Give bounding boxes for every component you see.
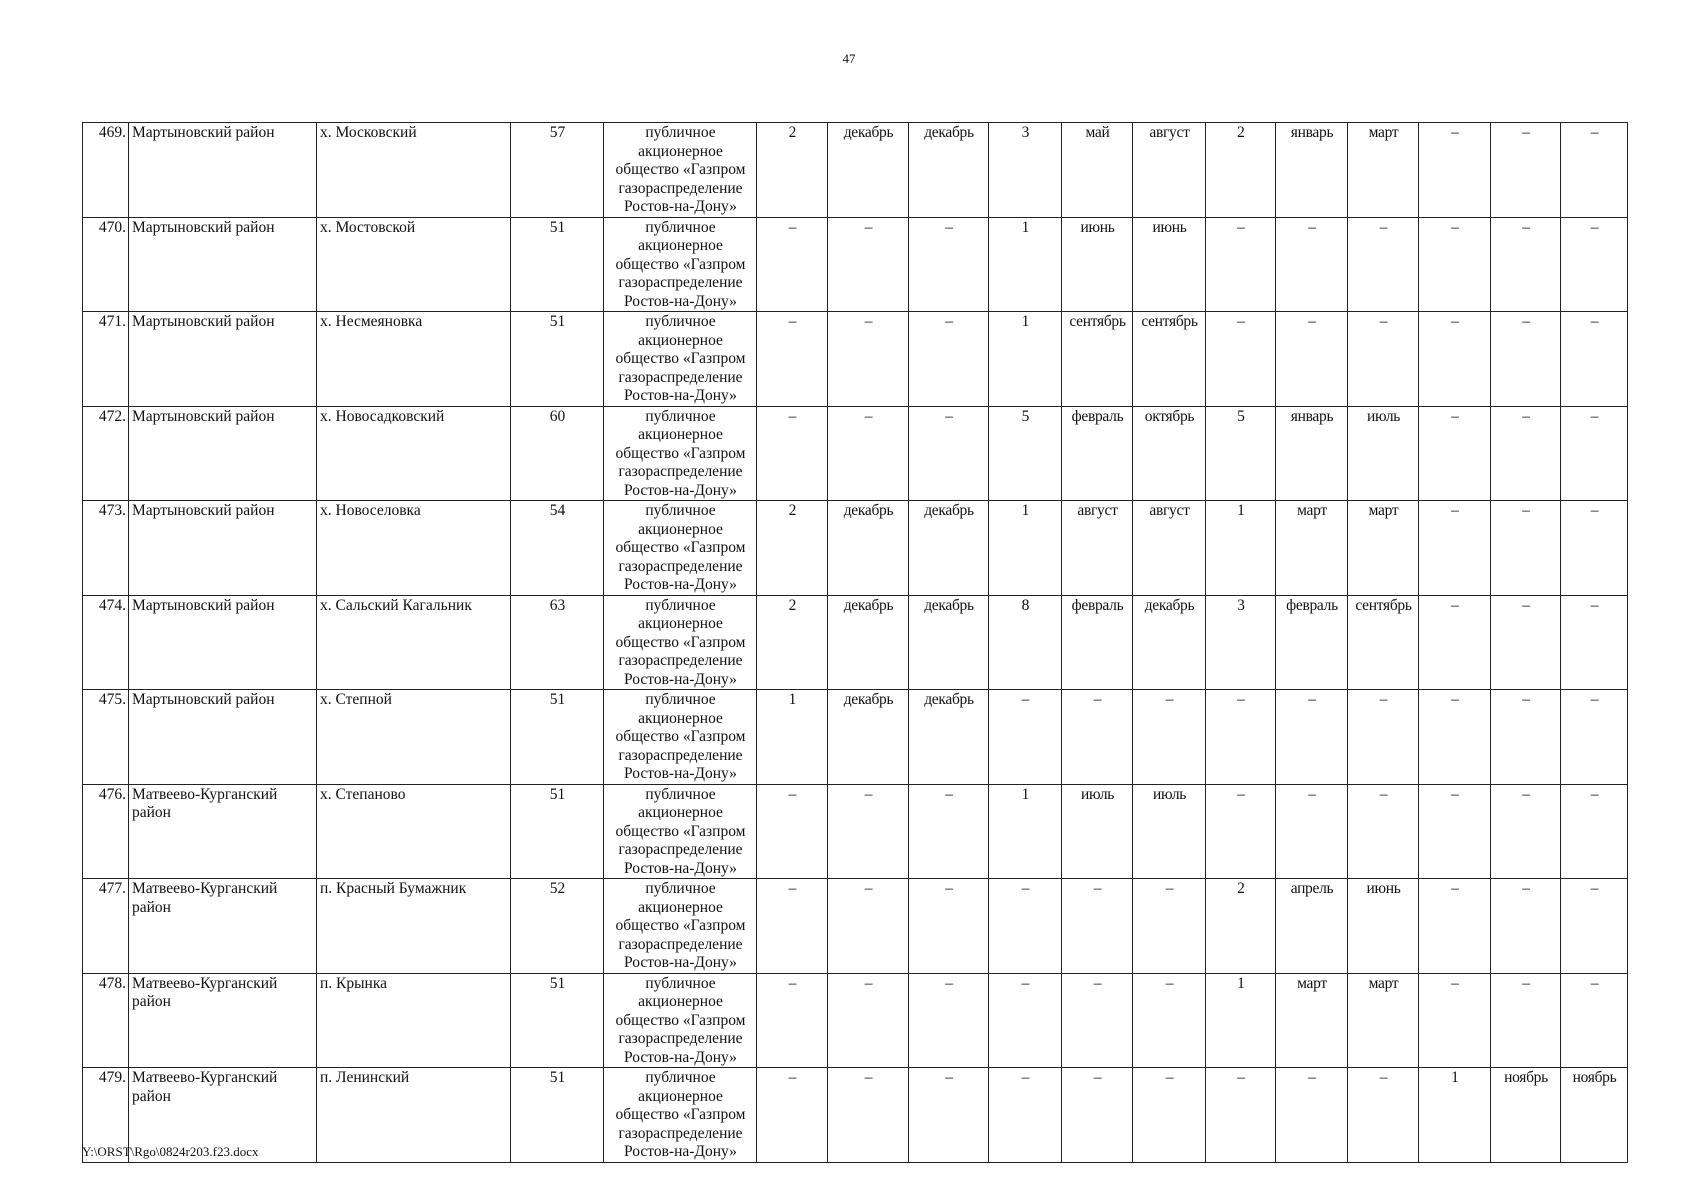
count-cell-4: – xyxy=(1419,312,1491,407)
month-start-cell-3: январь xyxy=(1276,123,1348,218)
district-cell: Мартыновский район xyxy=(129,595,317,690)
month-end-cell-2: – xyxy=(1133,690,1206,785)
month-end-cell-3: март xyxy=(1348,123,1419,218)
month-start-cell-1: – xyxy=(828,217,909,312)
month-start-cell-1: декабрь xyxy=(828,595,909,690)
month-end-cell-2: сентябрь xyxy=(1133,312,1206,407)
value-cell: 51 xyxy=(511,1068,604,1163)
count-cell-1: – xyxy=(757,1068,828,1163)
month-start-cell-2: июль xyxy=(1062,784,1133,879)
month-start-cell-2: август xyxy=(1062,501,1133,596)
settlement-cell: х. Несмеяновка xyxy=(317,312,511,407)
count-cell-2: 1 xyxy=(989,501,1062,596)
month-end-cell-3: июль xyxy=(1348,406,1419,501)
month-end-cell-3: март xyxy=(1348,973,1419,1068)
month-end-cell-3: сентябрь xyxy=(1348,595,1419,690)
table-row xyxy=(83,501,1628,596)
count-cell-3: 1 xyxy=(1206,973,1276,1068)
month-end-cell-1: декабрь xyxy=(909,595,989,690)
count-cell-3: – xyxy=(1206,217,1276,312)
month-end-cell-3: – xyxy=(1348,312,1419,407)
page-number: 47 xyxy=(842,51,856,66)
count-cell-1: 2 xyxy=(757,123,828,218)
month-end-cell-4: – xyxy=(1561,784,1628,879)
table-row xyxy=(83,123,1628,218)
count-cell-2: 3 xyxy=(989,123,1062,218)
table-row xyxy=(83,973,1628,1068)
month-start-cell-2: – xyxy=(1062,1068,1133,1163)
value-cell: 51 xyxy=(511,690,604,785)
month-end-cell-1: – xyxy=(909,406,989,501)
month-end-cell-1: – xyxy=(909,217,989,312)
count-cell-2: 8 xyxy=(989,595,1062,690)
count-cell-3: – xyxy=(1206,690,1276,785)
month-end-cell-2: октябрь xyxy=(1133,406,1206,501)
month-end-cell-4: – xyxy=(1561,973,1628,1068)
count-cell-4: – xyxy=(1419,501,1491,596)
month-start-cell-4: – xyxy=(1491,595,1561,690)
count-cell-4: – xyxy=(1419,123,1491,218)
settlement-cell: п. Ленинский xyxy=(317,1068,511,1163)
row-number: 470. xyxy=(83,217,129,312)
schedule-table xyxy=(82,122,1628,1163)
month-end-cell-3: – xyxy=(1348,1068,1419,1163)
row-number: 473. xyxy=(83,501,129,596)
row-number: 471. xyxy=(83,312,129,407)
table-row xyxy=(83,784,1628,879)
month-start-cell-2: февраль xyxy=(1062,595,1133,690)
month-start-cell-1: – xyxy=(828,784,909,879)
month-start-cell-4: – xyxy=(1491,501,1561,596)
month-end-cell-4: – xyxy=(1561,406,1628,501)
month-start-cell-1: – xyxy=(828,879,909,974)
month-end-cell-1: – xyxy=(909,312,989,407)
row-number: 477. xyxy=(83,879,129,974)
month-end-cell-3: – xyxy=(1348,217,1419,312)
count-cell-3: 5 xyxy=(1206,406,1276,501)
district-cell: Мартыновский район xyxy=(129,123,317,218)
month-end-cell-1: декабрь xyxy=(909,501,989,596)
month-start-cell-2: июнь xyxy=(1062,217,1133,312)
count-cell-3: 1 xyxy=(1206,501,1276,596)
district-cell: Матвеево-Курганский район xyxy=(129,784,317,879)
district-cell: Мартыновский район xyxy=(129,501,317,596)
settlement-cell: х. Степаново xyxy=(317,784,511,879)
month-end-cell-1: – xyxy=(909,784,989,879)
month-end-cell-3: март xyxy=(1348,501,1419,596)
month-end-cell-1: – xyxy=(909,879,989,974)
count-cell-4: – xyxy=(1419,595,1491,690)
value-cell: 51 xyxy=(511,217,604,312)
month-start-cell-3: январь xyxy=(1276,406,1348,501)
month-start-cell-4: – xyxy=(1491,973,1561,1068)
month-start-cell-1: – xyxy=(828,406,909,501)
month-end-cell-1: декабрь xyxy=(909,123,989,218)
settlement-cell: х. Сальский Кагальник xyxy=(317,595,511,690)
value-cell: 63 xyxy=(511,595,604,690)
month-end-cell-2: – xyxy=(1133,879,1206,974)
month-end-cell-2: июнь xyxy=(1133,217,1206,312)
month-start-cell-4: – xyxy=(1491,217,1561,312)
organization-cell: публичное акционерное общество «Газпром газораспределение Ростов-на-Дону» xyxy=(604,217,757,312)
organization-cell: публичное акционерное общество «Газпром газораспределение Ростов-на-Дону» xyxy=(604,1068,757,1163)
organization-cell: публичное акционерное общество «Газпром газораспределение Ростов-на-Дону» xyxy=(604,690,757,785)
value-cell: 51 xyxy=(511,312,604,407)
month-end-cell-4: – xyxy=(1561,595,1628,690)
count-cell-3: 2 xyxy=(1206,123,1276,218)
count-cell-1: – xyxy=(757,406,828,501)
count-cell-4: – xyxy=(1419,784,1491,879)
value-cell: 60 xyxy=(511,406,604,501)
month-start-cell-3: март xyxy=(1276,501,1348,596)
count-cell-2: 5 xyxy=(989,406,1062,501)
count-cell-1: – xyxy=(757,217,828,312)
count-cell-1: – xyxy=(757,784,828,879)
organization-cell: публичное акционерное общество «Газпром газораспределение Ростов-на-Дону» xyxy=(604,595,757,690)
count-cell-3: 2 xyxy=(1206,879,1276,974)
organization-cell: публичное акционерное общество «Газпром газораспределение Ростов-на-Дону» xyxy=(604,973,757,1068)
district-cell: Мартыновский район xyxy=(129,217,317,312)
value-cell: 54 xyxy=(511,501,604,596)
month-start-cell-2: – xyxy=(1062,690,1133,785)
month-end-cell-4: – xyxy=(1561,879,1628,974)
table-row xyxy=(83,312,1628,407)
count-cell-1: 1 xyxy=(757,690,828,785)
month-end-cell-4: – xyxy=(1561,217,1628,312)
settlement-cell: х. Новосадковский xyxy=(317,406,511,501)
count-cell-2: – xyxy=(989,690,1062,785)
month-start-cell-1: – xyxy=(828,312,909,407)
district-cell: Мартыновский район xyxy=(129,312,317,407)
settlement-cell: х. Мостовской xyxy=(317,217,511,312)
table-row xyxy=(83,595,1628,690)
count-cell-1: – xyxy=(757,879,828,974)
organization-cell: публичное акционерное общество «Газпром газораспределение Ростов-на-Дону» xyxy=(604,312,757,407)
month-start-cell-2: сентябрь xyxy=(1062,312,1133,407)
month-start-cell-3: март xyxy=(1276,973,1348,1068)
month-end-cell-2: август xyxy=(1133,501,1206,596)
district-cell: Мартыновский район xyxy=(129,690,317,785)
month-start-cell-3: февраль xyxy=(1276,595,1348,690)
table-row xyxy=(83,406,1628,501)
settlement-cell: п. Красный Бумажник xyxy=(317,879,511,974)
count-cell-4: – xyxy=(1419,406,1491,501)
month-start-cell-3: – xyxy=(1276,312,1348,407)
month-end-cell-4: – xyxy=(1561,123,1628,218)
count-cell-2: 1 xyxy=(989,312,1062,407)
count-cell-1: 2 xyxy=(757,595,828,690)
district-cell: Мартыновский район xyxy=(129,406,317,501)
file-path-footer: Y:\ORST\Rgo\0824r203.f23.docx xyxy=(82,1144,259,1159)
month-start-cell-4: ноябрь xyxy=(1491,1068,1561,1163)
organization-cell: публичное акционерное общество «Газпром газораспределение Ростов-на-Дону» xyxy=(604,501,757,596)
month-start-cell-4: – xyxy=(1491,312,1561,407)
organization-cell: публичное акционерное общество «Газпром газораспределение Ростов-на-Дону» xyxy=(604,123,757,218)
count-cell-3: – xyxy=(1206,1068,1276,1163)
row-number: 469. xyxy=(83,123,129,218)
month-end-cell-1: – xyxy=(909,973,989,1068)
month-start-cell-1: декабрь xyxy=(828,123,909,218)
month-start-cell-1: декабрь xyxy=(828,690,909,785)
settlement-cell: х. Московский xyxy=(317,123,511,218)
month-end-cell-2: – xyxy=(1133,973,1206,1068)
table-row xyxy=(83,690,1628,785)
count-cell-4: – xyxy=(1419,690,1491,785)
month-start-cell-3: – xyxy=(1276,217,1348,312)
month-start-cell-1: – xyxy=(828,973,909,1068)
month-end-cell-2: июль xyxy=(1133,784,1206,879)
month-end-cell-3: – xyxy=(1348,690,1419,785)
month-start-cell-4: – xyxy=(1491,406,1561,501)
month-start-cell-4: – xyxy=(1491,879,1561,974)
count-cell-4: – xyxy=(1419,217,1491,312)
month-end-cell-1: – xyxy=(909,1068,989,1163)
district-cell: Матвеево-Курганский район xyxy=(129,973,317,1068)
month-start-cell-4: – xyxy=(1491,784,1561,879)
count-cell-4: 1 xyxy=(1419,1068,1491,1163)
month-end-cell-2: декабрь xyxy=(1133,595,1206,690)
count-cell-1: – xyxy=(757,312,828,407)
count-cell-3: 3 xyxy=(1206,595,1276,690)
month-end-cell-1: декабрь xyxy=(909,690,989,785)
month-start-cell-3: – xyxy=(1276,1068,1348,1163)
month-end-cell-4: – xyxy=(1561,690,1628,785)
count-cell-4: – xyxy=(1419,879,1491,974)
month-end-cell-3: – xyxy=(1348,784,1419,879)
count-cell-1: 2 xyxy=(757,501,828,596)
organization-cell: публичное акционерное общество «Газпром газораспределение Ростов-на-Дону» xyxy=(604,406,757,501)
row-number: 475. xyxy=(83,690,129,785)
month-end-cell-3: июнь xyxy=(1348,879,1419,974)
month-start-cell-3: – xyxy=(1276,690,1348,785)
count-cell-2: – xyxy=(989,879,1062,974)
month-start-cell-1: – xyxy=(828,1068,909,1163)
table-row xyxy=(83,217,1628,312)
count-cell-3: – xyxy=(1206,784,1276,879)
count-cell-2: 1 xyxy=(989,217,1062,312)
value-cell: 51 xyxy=(511,784,604,879)
month-start-cell-4: – xyxy=(1491,690,1561,785)
count-cell-2: – xyxy=(989,973,1062,1068)
district-cell: Матвеево-Курганский район xyxy=(129,1068,317,1163)
count-cell-2: 1 xyxy=(989,784,1062,879)
month-start-cell-2: май xyxy=(1062,123,1133,218)
month-start-cell-2: февраль xyxy=(1062,406,1133,501)
month-end-cell-4: ноябрь xyxy=(1561,1068,1628,1163)
settlement-cell: х. Степной xyxy=(317,690,511,785)
month-end-cell-4: – xyxy=(1561,312,1628,407)
count-cell-1: – xyxy=(757,973,828,1068)
district-cell: Матвеево-Курганский район xyxy=(129,879,317,974)
count-cell-2: – xyxy=(989,1068,1062,1163)
organization-cell: публичное акционерное общество «Газпром газораспределение Ростов-на-Дону» xyxy=(604,784,757,879)
count-cell-3: – xyxy=(1206,312,1276,407)
organization-cell: публичное акционерное общество «Газпром газораспределение Ростов-на-Дону» xyxy=(604,879,757,974)
value-cell: 51 xyxy=(511,973,604,1068)
month-start-cell-3: апрель xyxy=(1276,879,1348,974)
row-number: 474. xyxy=(83,595,129,690)
month-end-cell-2: август xyxy=(1133,123,1206,218)
month-end-cell-2: – xyxy=(1133,1068,1206,1163)
row-number: 478. xyxy=(83,973,129,1068)
settlement-cell: п. Крынка xyxy=(317,973,511,1068)
settlement-cell: х. Новоселовка xyxy=(317,501,511,596)
month-start-cell-2: – xyxy=(1062,973,1133,1068)
month-start-cell-1: декабрь xyxy=(828,501,909,596)
row-number: 472. xyxy=(83,406,129,501)
table-row xyxy=(83,1068,1628,1163)
month-start-cell-2: – xyxy=(1062,879,1133,974)
value-cell: 57 xyxy=(511,123,604,218)
table-row xyxy=(83,879,1628,974)
month-start-cell-4: – xyxy=(1491,123,1561,218)
row-number: 476. xyxy=(83,784,129,879)
row-number: 479. xyxy=(83,1068,129,1163)
month-end-cell-4: – xyxy=(1561,501,1628,596)
count-cell-4: – xyxy=(1419,973,1491,1068)
value-cell: 52 xyxy=(511,879,604,974)
month-start-cell-3: – xyxy=(1276,784,1348,879)
